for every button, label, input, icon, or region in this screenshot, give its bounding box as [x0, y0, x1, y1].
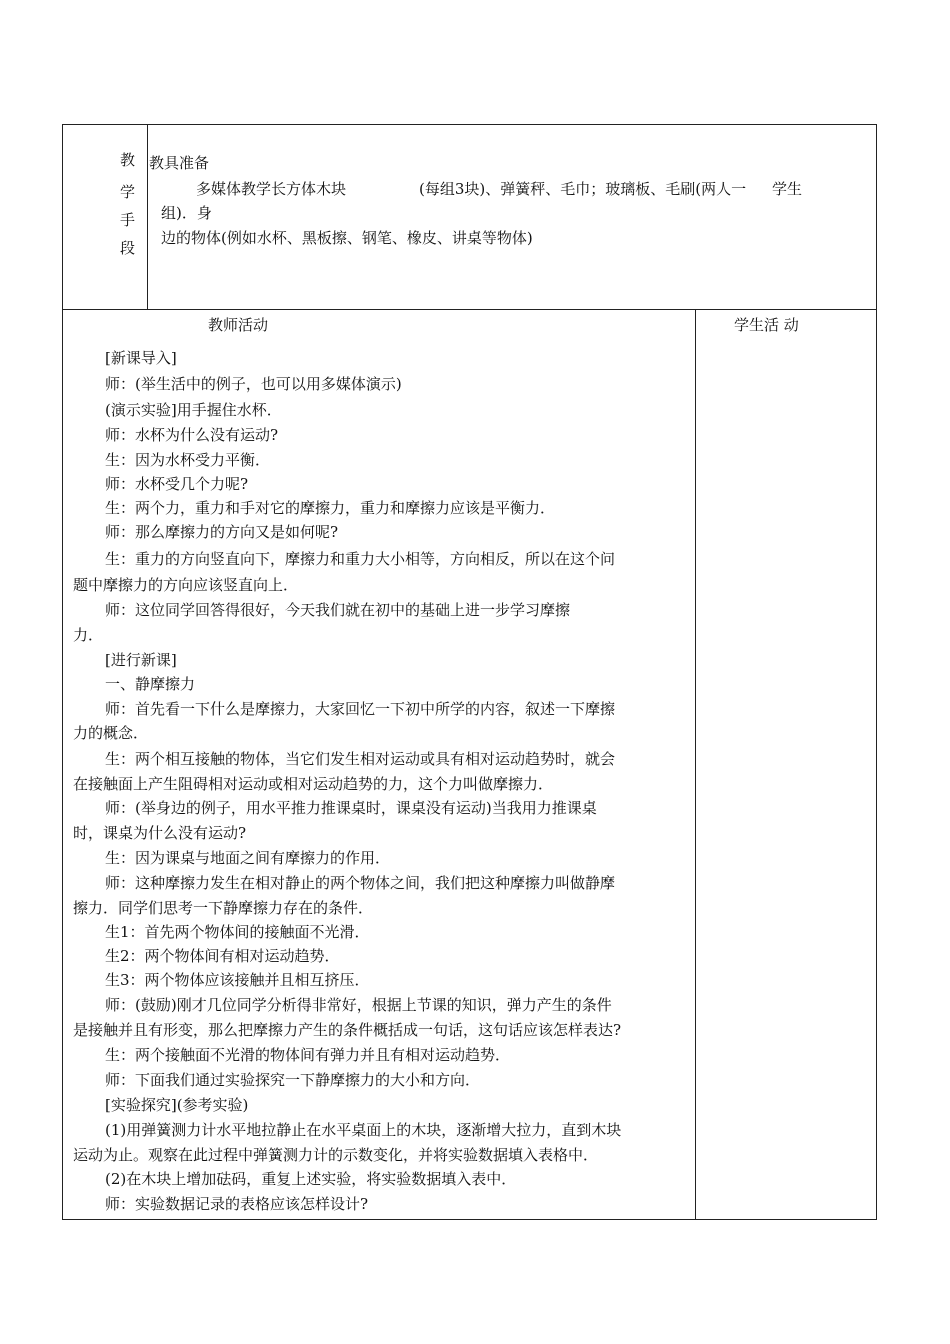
- text-line: 擦力．同学们思考一下静摩擦力存在的条件．: [73, 899, 374, 917]
- text-line: 生2：两个物体间有相对运动趋势．: [105, 947, 340, 965]
- text-line: 师：首先看一下什么是摩擦力，大家回忆一下初中所学的内容，叙述一下摩擦: [105, 700, 616, 718]
- prep-line-1: 多媒体教学长方体木块: [196, 180, 347, 198]
- table-left-border: [62, 124, 63, 1220]
- text-line: 生：两个相互接触的物体，当它们发生相对运动或具有相对运动趋势时，就会: [105, 750, 616, 768]
- text-line: 生：两个力，重力和手对它的摩擦力，重力和摩擦力应该是平衡力．: [105, 499, 556, 517]
- text-line: 师：(举身边的例子，用水平推力推课桌时，课桌没有运动)当我用力推课桌: [105, 799, 597, 817]
- text-line: 一、静摩擦力: [105, 675, 196, 693]
- student-activity-header: 学生活 动: [734, 316, 799, 334]
- text-line: (演示实验]用手握住水杯．: [105, 401, 282, 419]
- text-line: 时，课桌为什么没有运动?: [73, 824, 247, 842]
- text-line: 师：实验数据记录的表格应该怎样设计?: [105, 1195, 369, 1213]
- label-char-4: 段: [120, 239, 136, 257]
- label-char-1: 教: [120, 151, 136, 169]
- text-line: 师：水杯受几个力呢?: [105, 475, 249, 493]
- text-line: 生：重力的方向竖直向下，摩擦力和重力大小相等，方向相反，所以在这个问: [105, 550, 616, 568]
- text-line: 生：两个接触面不光滑的物体间有弹力并且有相对运动趋势．: [105, 1046, 511, 1064]
- text-line: [进行新课]: [105, 651, 177, 669]
- activity-column-divider: [695, 309, 696, 1220]
- text-line: 师：下面我们通过实验探究一下静摩擦力的大小和方向．: [105, 1071, 481, 1089]
- prep-line-1c: 学生: [772, 180, 803, 198]
- text-line: 生1：首先两个物体间的接触面不光滑．: [105, 923, 370, 941]
- text-line: 题中摩擦力的方向应该竖直向上．: [73, 576, 299, 594]
- text-line: 力．: [73, 626, 104, 644]
- text-line: 在接触面上产生阻碍相对运动或相对运动趋势的力，这个力叫做摩擦力．: [73, 775, 554, 793]
- table-bottom-border: [62, 1219, 877, 1220]
- prep-line-2: 组)．身: [161, 204, 212, 222]
- label-column-divider: [147, 124, 148, 310]
- text-line: (2)在木块上增加砝码，重复上述实验，将实验数据填入表中．: [105, 1170, 517, 1188]
- label-char-3: 手: [120, 211, 136, 229]
- text-line: 生：因为课桌与地面之间有摩擦力的作用．: [105, 849, 391, 867]
- text-line: [实验探究](参考实验): [105, 1096, 249, 1114]
- text-line: 师：(鼓励)刚才几位同学分析得非常好，根据上节课的知识，弹力产生的条件: [105, 996, 612, 1014]
- text-line: 师：这种摩擦力发生在相对静止的两个物体之间，我们把这种摩擦力叫做静摩: [105, 874, 616, 892]
- text-line: 师：这位同学回答得很好，今天我们就在初中的基础上进一步学习摩擦: [105, 601, 571, 619]
- text-line: 生：因为水杯受力平衡．: [105, 451, 271, 469]
- prep-line-3: 边的物体(例如水杯、黑板擦、钢笔、橡皮、讲桌等物体): [161, 229, 533, 247]
- table-right-border: [876, 124, 877, 1220]
- text-line: 是接触并且有形变，那么把摩擦力产生的条件概括成一句话，这句话应该怎样表达?: [73, 1021, 622, 1039]
- text-line: (1)用弹簧测力计水平地拉静止在水平桌面上的木块，逐渐增大拉力，直到木块: [105, 1121, 622, 1139]
- text-line: [新课导入]: [105, 349, 177, 367]
- text-line: 生3：两个物体应该接触并且相互挤压．: [105, 971, 370, 989]
- row-divider: [62, 309, 877, 310]
- prep-title: 教具准备: [149, 154, 210, 172]
- text-line: 力的概念．: [73, 724, 149, 742]
- prep-line-1b: (每组3块)、弹簧秤、毛巾；玻璃板、毛刷(两人一: [419, 180, 747, 198]
- teacher-activity-header: 教师活动: [208, 316, 269, 334]
- text-line: 师：水杯为什么没有运动?: [105, 426, 279, 444]
- text-line: 运动为止。观察在此过程中弹簧测力计的示数变化，并将实验数据填入表格中．: [73, 1146, 599, 1164]
- table-top-border: [62, 124, 877, 125]
- text-line: 师：(举生活中的例子，也可以用多媒体演示): [105, 375, 402, 393]
- label-char-2: 学: [120, 183, 136, 201]
- text-line: 师：那么摩擦力的方向又是如何呢?: [105, 523, 339, 541]
